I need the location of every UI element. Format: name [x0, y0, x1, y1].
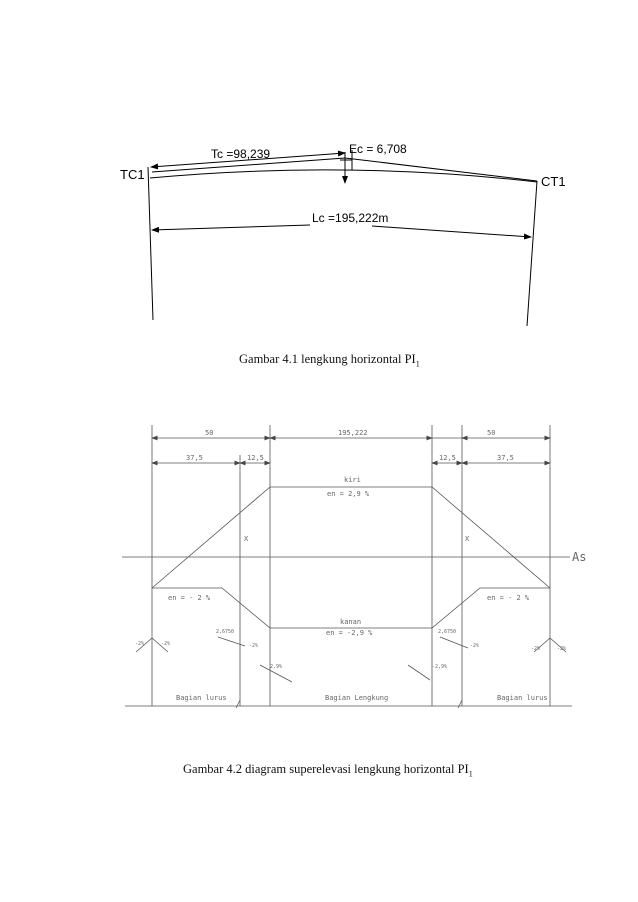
- dim-top-mid-label: 195,222: [338, 429, 368, 437]
- label-bagian-lurus-right: Bagian lurus: [497, 694, 548, 702]
- slope-sketch-right-2: [408, 665, 430, 680]
- label-bagian-lurus-left: Bagian lurus: [176, 694, 227, 702]
- label-ct1: CT1: [541, 174, 566, 189]
- label-x-right: X: [465, 535, 470, 543]
- label-kanan: kanan: [340, 618, 362, 626]
- radius-line-left: [148, 167, 153, 320]
- dim-second-right-b-label: 37,5: [497, 454, 514, 462]
- figure1-caption-sub: 1: [415, 359, 420, 369]
- figure1-caption-text: Gambar 4.1 lengkung horizontal PI: [239, 352, 416, 366]
- dim-second-left-b-label: 12,5: [247, 454, 264, 462]
- figure-superelevation-diagram: [122, 425, 572, 708]
- label-lc: Lc =195,222m: [312, 211, 389, 225]
- slope-label-l4: -2%: [249, 643, 259, 649]
- profile-left-edge: [152, 487, 550, 588]
- slope-label-l2: -2%: [161, 641, 171, 647]
- label-kiri: kiri: [344, 476, 361, 484]
- slope-label-l5: 2,9%: [270, 664, 283, 670]
- slope-sketch-left-2: [218, 637, 245, 646]
- dim-second-left-a-label: 37,5: [186, 454, 203, 462]
- curve-arc: [150, 170, 537, 182]
- dim-top-left-label: 50: [205, 429, 214, 437]
- label-x-left: X: [244, 535, 249, 543]
- bottom-tick-left: [236, 700, 240, 708]
- label-en-kanan: en = -2,9 %: [326, 629, 373, 637]
- tangent-line-right: [345, 158, 537, 181]
- radius-line-right: [527, 181, 537, 326]
- label-as: As: [572, 550, 587, 564]
- diagram-labels: [135, 429, 586, 702]
- figure2-caption-sub: 1: [468, 769, 473, 779]
- figure2-caption-text: Gambar 4.2 diagram superelevasi lengkung horizontal PI: [183, 762, 469, 776]
- slope-sketch-right-1: [440, 637, 468, 648]
- label-en-left: en = - 2 %: [168, 594, 211, 602]
- label-tc: Tc =98,239: [211, 147, 271, 161]
- lc-dimension-line-right: [372, 226, 531, 237]
- slope-label-r2: -2%: [470, 643, 480, 649]
- figure1-caption: [239, 352, 420, 369]
- lc-dimension-line-left: [152, 225, 310, 230]
- slope-label-l1: -2%: [135, 641, 145, 647]
- slope-label-l3: 2,6750: [216, 629, 235, 635]
- figure2-caption: [183, 762, 473, 779]
- slope-label-r1: 2,6750: [438, 629, 457, 635]
- slope-label-r5: -2%: [557, 646, 567, 652]
- slope-label-r3: -2,9%: [432, 664, 448, 670]
- dim-second-right-a-label: 12,5: [439, 454, 456, 462]
- slope-label-r4: -2%: [531, 646, 541, 652]
- label-tc1: TC1: [120, 167, 145, 182]
- bottom-tick-right: [458, 700, 462, 708]
- figure-horizontal-curve: [148, 150, 537, 326]
- label-en-kiri: en = 2,9 %: [327, 490, 370, 498]
- label-en-right: en = - 2 %: [487, 594, 530, 602]
- label-bagian-lengkung: Bagian Lengkung: [325, 694, 389, 702]
- label-ec: Ec = 6,708: [349, 142, 407, 156]
- dim-top-right-label: 50: [487, 429, 496, 437]
